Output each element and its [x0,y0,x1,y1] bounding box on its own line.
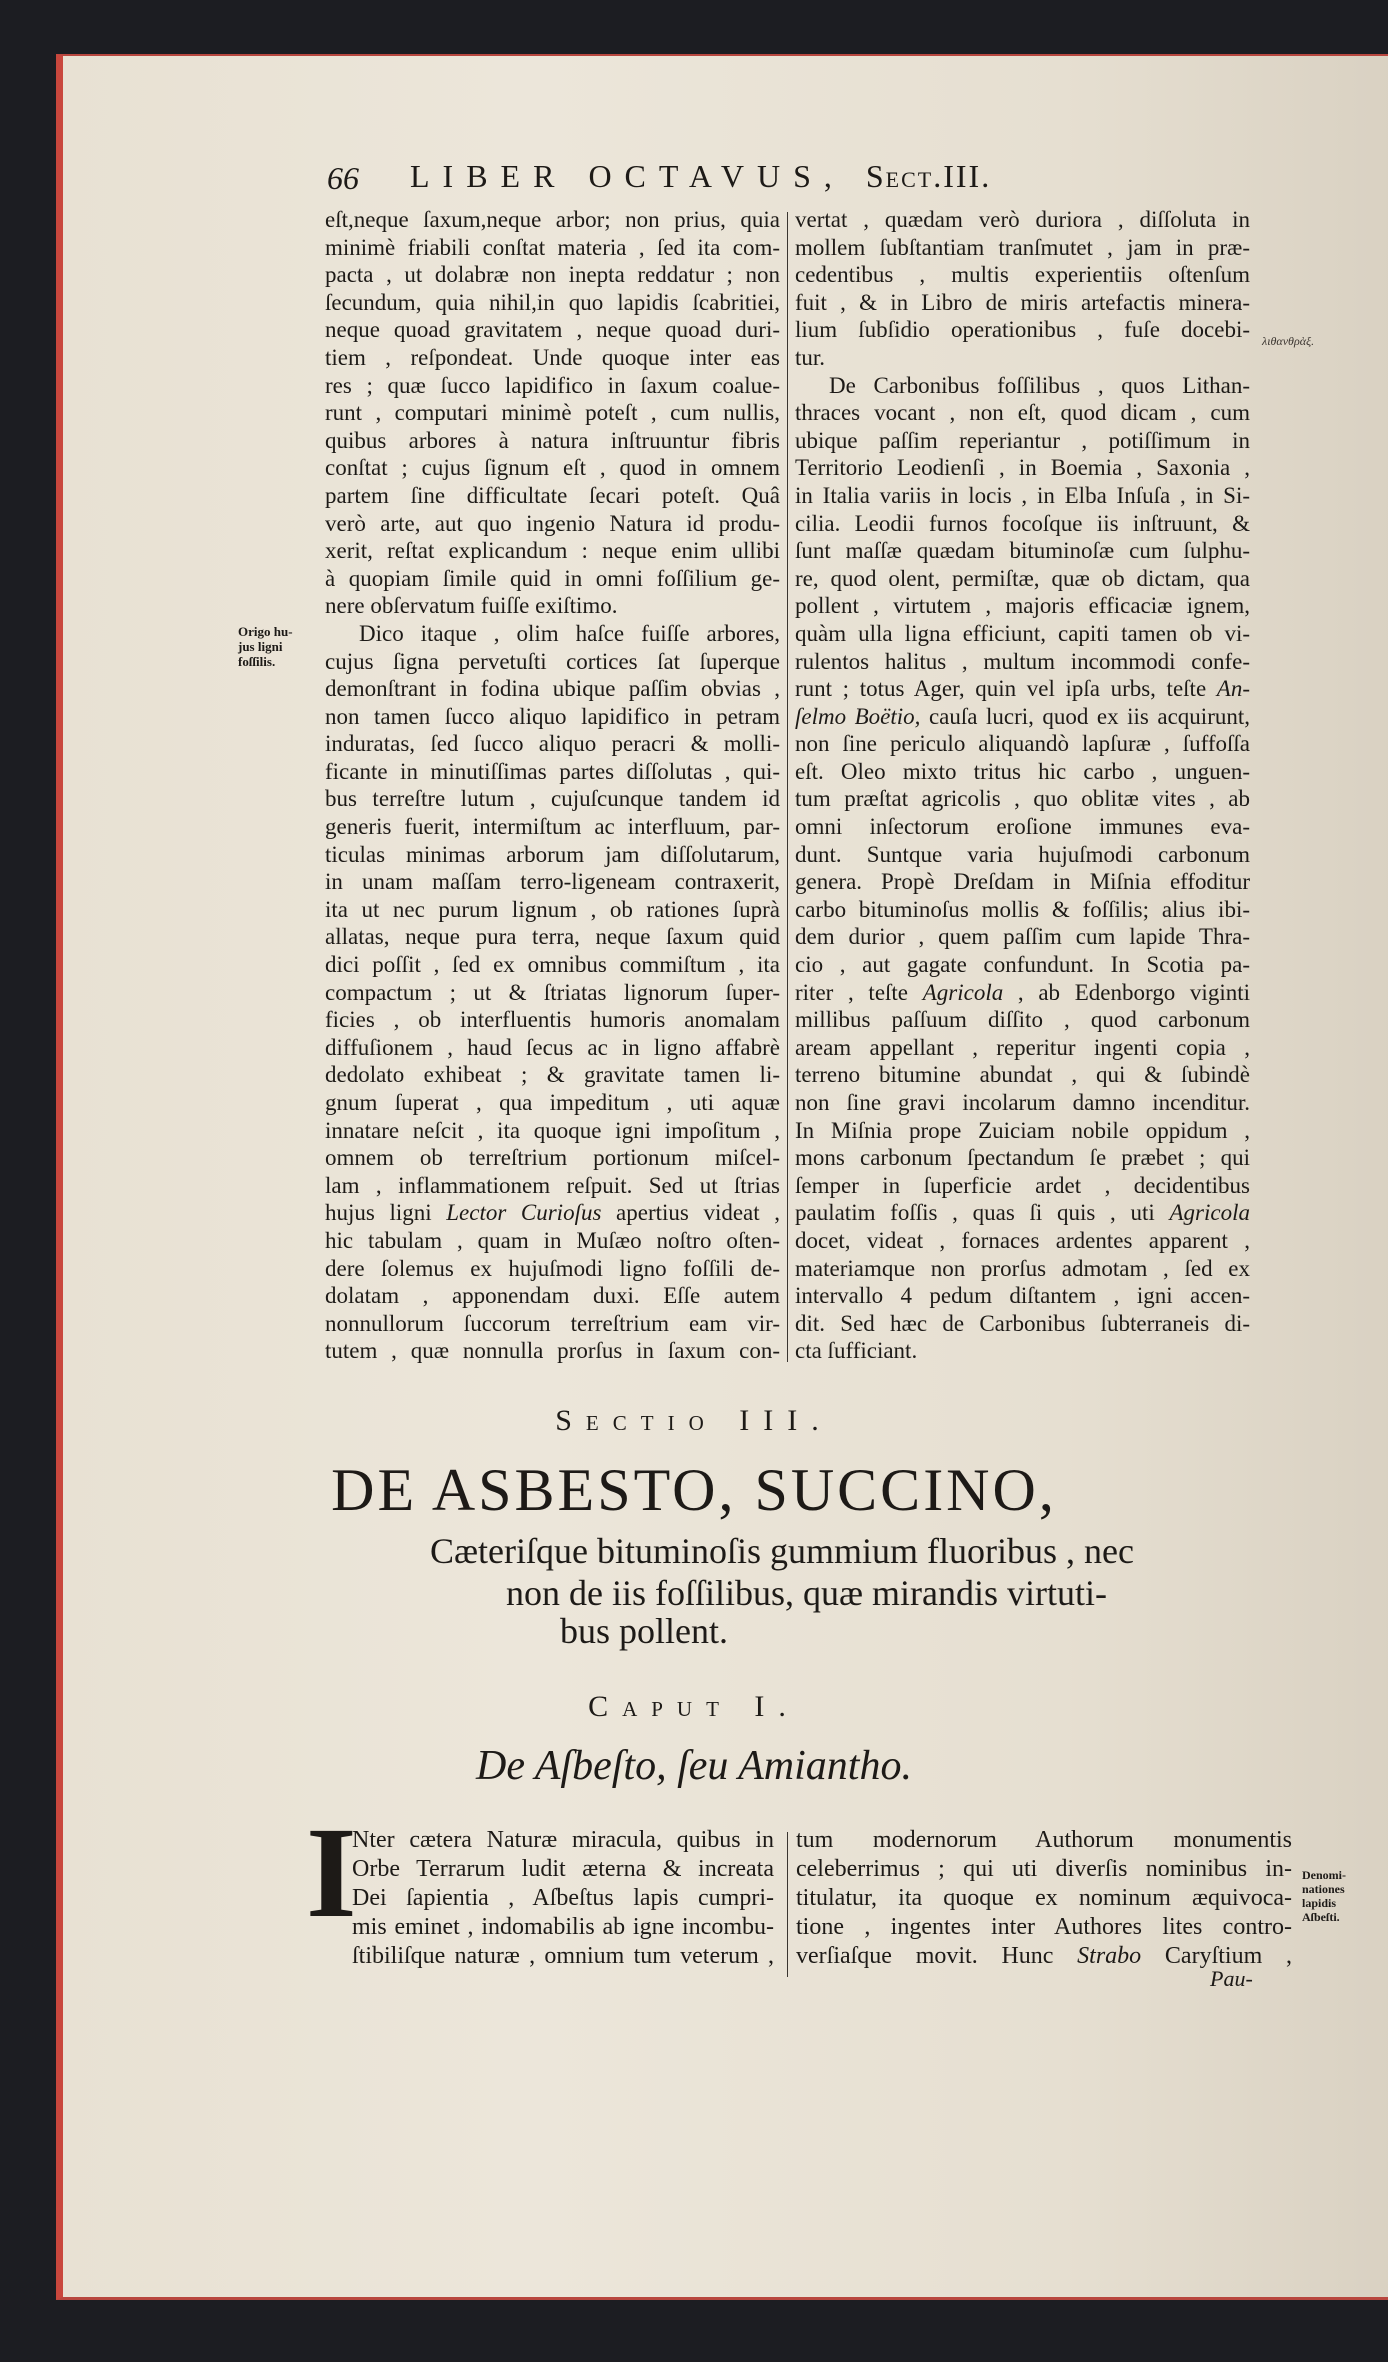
text-line [325,675,780,703]
note-line: lapidis [1302,1896,1337,1910]
text-line [795,1282,1250,1310]
text-span: cta ſufficiant. [795,1338,918,1364]
text-span: materiamque non prorſus admotam , ſed ex [795,1255,1250,1281]
text-line [796,1826,1292,1855]
text-span: neque quoad gravitatem , neque quoad duri- [325,317,780,343]
text-line [795,537,1250,565]
text-span: Dico itaque , olim haſce fuiſſe arbores, [359,620,780,646]
text-line [795,730,1250,758]
text-line [795,372,1250,400]
text-line [795,813,1250,841]
text-span: conſtat ; cujus ſignum eſt , quod in omnem [325,455,780,481]
text-line [795,785,1250,813]
text-span: celeberrimus ; qui uti diverſis nominibus in- [796,1856,1292,1882]
text-span: verſiaſque movit. Hunc [796,1943,1078,1969]
text-line [795,868,1250,896]
text-span: genera. Propè Dreſdam in Miſnia effoditur [795,869,1250,895]
text-span: lam , inflammationem reſpuit. Sed ut ſtrias [325,1172,780,1198]
text-line [796,1913,1292,1942]
text-span: non tamen ſucco aliquo lapidifico in petram [325,703,780,729]
text-line [352,1942,774,1971]
text-span: dit. Sed hæc de Carbonibus ſubterraneis di- [795,1310,1250,1336]
text-span: apertius videat , [601,1200,780,1226]
text-line [325,1310,780,1338]
text-line [795,703,1250,731]
section-subtitle-line: non de iis foſſilibus, quæ mirandis virtuti- [506,1573,1107,1613]
text-line [795,620,1250,648]
text-span: carbo bituminoſus mollis & foſſilis; alius ibi- [795,896,1250,922]
text-line [325,896,780,924]
text-span: ubique paſſim reperiantur , potiſſimum in [795,427,1250,453]
text-line [325,868,780,896]
text-line [795,675,1250,703]
text-line [795,1061,1250,1089]
text-span: ſunt maſſæ quædam bituminoſæ cum ſulphu- [795,538,1250,564]
text-span: allatas, neque pura terra, neque ſaxum quid [325,924,780,950]
text-line [325,648,780,676]
text-line [352,1884,774,1913]
text-line [325,316,780,344]
drop-cap: I [306,1801,357,1945]
italic-text: Strabo [1077,1943,1142,1969]
text-span: nonnullorum ſuccorum terreſtrium eam vir- [325,1310,780,1336]
text-line [325,344,780,372]
text-span: non ſine periculo aliquandò lapſuræ , ſuffoſſa [795,731,1250,757]
text-line [325,261,780,289]
text-line [325,923,780,951]
text-line [325,482,780,510]
text-line [325,1227,780,1255]
text-span: , ab Edenborgo viginti [1003,979,1250,1005]
text-span: eſt,neque ſaxum,neque arbor; non prius, quia [325,207,780,232]
text-span: mis eminet , indomabilis ab igne incombu- [352,1914,774,1940]
text-line [352,1855,774,1884]
text-span: minimè friabili conſtat materia , ſed ita com- [325,234,780,260]
page-number: 66 [327,160,359,196]
text-line [325,1144,780,1172]
text-line [352,1913,774,1942]
section-subtitle-line: Cæteriſque bituminoſis gummium fluoribus , nec [430,1531,1134,1571]
text-span: omnem ob terreſtrium portionum miſcel- [325,1145,780,1171]
text-span: ficante in minutiſſimas partes diſſolutas , qui- [325,758,780,784]
text-span: verò arte, aut quo ingenio Natura id produ- [325,510,780,536]
text-span: fuit , & in Libro de miris artefactis minera- [795,289,1250,315]
italic-text: An- [1216,676,1250,702]
text-span: ſecundum, quia nihil,in quo lapidis ſcabritiei, [325,289,780,315]
text-span: Dei ſapientia , Aſbeſtus lapis cumpri- [352,1885,774,1911]
text-line [795,841,1250,869]
text-span: pacta , ut dolabræ non inepta reddatur ; non [325,262,780,288]
text-line [795,923,1250,951]
text-span: In Miſnia prope Zuiciam nobile oppidum , [795,1117,1250,1143]
italic-text: Lector Curioſus [446,1200,602,1226]
margin-note-denominationes [1302,1868,1346,1924]
note-line: Aſbeſti. [1302,1910,1340,1924]
text-line [325,1089,780,1117]
text-span: titulatur, ita quoque ex nominum æquivoca- [796,1885,1292,1911]
text-span: lium ſubſidio operationibus , fuſe docebi- [795,317,1250,343]
text-span: cauſa lucri, quod ex iis acquirunt, [920,703,1251,729]
text-span: cilia. Leodii furnos focoſque iis inſtruunt, & [795,510,1250,536]
text-span: ticulas minimas arborum jam diſſolutarum, [325,841,780,867]
running-title-text: LIBER OCTAVUS, [410,158,845,194]
text-span: diffuſionem , haud ſecus ac in ligno affabrè [325,1034,780,1060]
text-line [325,785,780,813]
text-line [795,648,1250,676]
text-line [795,951,1250,979]
text-span: re, quod olent, permiſtæ, quæ ob dictam, qua [795,565,1250,591]
text-line [795,234,1250,262]
text-line [795,1034,1250,1062]
note-line: foſſilis. [238,654,276,669]
text-span: xerit, reſtat explicandum : neque enim ullibi [325,538,780,564]
text-span: cujus ſigna pervetuſti cortices ſat ſuperque [325,648,780,674]
text-line [795,1337,1250,1365]
chapter-left-column [352,1826,774,1971]
text-span: non ſine gravi incolarum damno incenditur. [795,1090,1250,1115]
text-span: mons carbonum ſpectandum ſe præbet ; qui [795,1145,1250,1171]
text-line [795,758,1250,786]
italic-text: Agricola [1169,1200,1250,1226]
text-line [795,1227,1250,1255]
text-line [325,813,780,841]
text-span: runt , computari minimè poteſt , cum nullis, [325,400,780,426]
text-line [795,510,1250,538]
text-span: runt ; totus Ager, quin vel ipſa urbs, teſte [795,676,1217,702]
text-line [325,1199,780,1227]
text-span: tum modernorum Authorum monumentis [796,1827,1292,1853]
left-column [325,206,780,1365]
text-line [795,206,1250,234]
text-span: dici poſſit , ſed ex omnibus commiſtum , ita [325,952,780,978]
text-span: tur. [795,344,826,370]
text-span: tiem , reſpondeat. Unde quoque inter eas [325,344,780,370]
text-span: dolatam , apponendam duxi. Eſſe autem [325,1283,780,1309]
text-span: intervallo 4 pedum diſtantem , igni accen- [795,1283,1250,1309]
text-line [795,399,1250,427]
text-line [325,372,780,400]
text-span: mollem ſubſtantiam tranſmutet , jam in præ- [795,234,1250,260]
text-line [325,758,780,786]
text-line [795,565,1250,593]
text-span: generis fuerit, intermiſtum ac interfluum, par- [325,814,780,840]
text-line [325,510,780,538]
text-span: induratas, ſed ſucco aliquo peracri & molli- [325,731,780,757]
text-span: à quopiam ſimile quid in omni foſſilium ge- [325,565,780,591]
text-line [352,1826,774,1855]
text-span: ficies , ob interfluentis humoris anomalam [325,1007,780,1033]
text-span: innatare neſcit , ita quoque igni impoſitum , [325,1117,780,1143]
text-line [325,1255,780,1283]
italic-text: ſelmo Boëtio, [795,703,921,729]
margin-note-origo [238,624,293,669]
text-line [795,1117,1250,1145]
note-line: Origo hu- [238,624,293,639]
text-line [325,730,780,758]
text-span: compactum ; ut & ſtriatas lignorum ſuper- [325,979,780,1005]
text-line [795,1089,1250,1117]
text-span: omni inſectorum eroſione immunes eva- [795,814,1250,840]
text-line [795,1172,1250,1200]
text-span: tione , ingentes inter Authores lites contro- [796,1914,1292,1940]
text-line [325,1117,780,1145]
text-span: aream appellant , reperitur ingenti copia , [795,1034,1250,1060]
chapter-label: Caput I. [588,1690,800,1723]
text-line [796,1884,1292,1913]
text-line [325,454,780,482]
text-span: nere obſervatum fuiſſe exiſtimo. [325,593,618,619]
text-span: Territorio Leodienſi , in Boemia , Saxonia , [795,455,1250,481]
text-span: Orbe Terrarum ludit æterna & increata [352,1856,774,1882]
text-span: dunt. Suntque varia hujuſmodi carbonum [795,841,1250,867]
text-line [795,454,1250,482]
text-span: eſt. Oleo mixto tritus hic carbo , unguen- [795,758,1250,784]
text-span: tum præſtat agricolis , quo oblitæ vites , ab [795,786,1250,812]
text-span: Nter cætera Naturæ miracula, quibus in [352,1827,774,1853]
text-span: partem ſine difficultate ſecari poteſt. Quâ [325,482,780,508]
text-span: gnum ſuperat , qua impeditum , uti aquæ [325,1090,780,1115]
text-span: paulatim foſſis , quas ſi quis , uti [795,1200,1170,1226]
text-line [795,1144,1250,1172]
text-line [795,592,1250,620]
text-line [795,1006,1250,1034]
text-span: demonſtrant in fodina ubique paſſim obvias , [325,676,780,702]
text-line [325,592,780,620]
text-span: cio , aut gagate confundunt. In Scotia pa- [795,952,1250,978]
text-line [325,289,780,317]
text-line [325,703,780,731]
text-span: thraces vocant , non eſt, quod dicam , cum [795,400,1250,426]
text-line [325,841,780,869]
text-line [325,979,780,1007]
text-span: terreno bitumine abundat , qui & ſubindè [795,1062,1250,1088]
text-span: ſemper in ſuperficie ardet , decidentibus [795,1172,1250,1198]
column-divider [787,1832,788,1977]
text-line [325,1337,780,1365]
note-line: Denomi- [1302,1868,1346,1882]
text-line [795,289,1250,317]
text-span: De Carbonibus foſſilibus , quos Lithan- [829,372,1250,398]
text-span: in unam maſſam terro-ligeneam contraxerit, [325,869,780,895]
text-span: riter , teſte [795,979,923,1005]
text-line [795,1199,1250,1227]
text-span: tutem , quæ nonnulla prorſus in ſaxum con- [325,1338,780,1364]
text-span: dere ſolemus ex hujuſmodi ligno foſſili de- [325,1255,780,1281]
catchword: Pau- [1210,1966,1253,1991]
text-line [795,482,1250,510]
text-line [795,427,1250,455]
text-line [325,565,780,593]
section-label: Sectio III. [555,1404,833,1437]
text-line [795,1255,1250,1283]
text-line [325,1282,780,1310]
text-span: in Italia variis in locis , in Elba Inſuſa , in Si- [795,482,1250,508]
text-span: hujus ligni [325,1200,447,1226]
text-span: ita ut nec purum lignum , ob rationes ſuprà [325,896,780,922]
text-line [325,1061,780,1089]
text-line [795,896,1250,924]
text-line [325,234,780,262]
text-line [795,979,1250,1007]
text-line [795,316,1250,344]
text-line [325,537,780,565]
section-title: DE ASBESTO, SUCCINO, [331,1457,1057,1523]
text-line [325,951,780,979]
running-section: Sect.III. [865,158,992,194]
text-line [325,1172,780,1200]
column-divider [787,212,788,1362]
chapter-title: De Aſbeſto, ſeu Amiantho. [476,1743,912,1789]
text-line [795,261,1250,289]
text-line [795,1310,1250,1338]
text-span: ſtibiliſque naturæ , omnium tum veterum , [352,1943,774,1969]
handwritten-greek-annotation: λιθανθρὰξ. [1262,334,1315,348]
text-line [325,1034,780,1062]
section-subtitle-line: bus pollent. [560,1611,728,1651]
text-span: dem durior , quem paſſim cum lapide Thra- [795,924,1250,950]
text-span: quàm ulla ligna efficiunt, capiti tamen ob vi- [795,620,1250,646]
text-span: bus terreſtre lutum , cujuſcunque tandem id [325,786,780,812]
note-line: nationes [1302,1882,1345,1896]
running-title [410,158,991,195]
text-span: quibus arbores à natura inſtruuntur fibris [325,427,780,453]
text-line [325,206,780,234]
text-line [325,620,780,648]
text-span: pollent , virtutem , majoris efficaciæ ignem, [795,593,1250,619]
text-line [796,1855,1292,1884]
text-line [325,399,780,427]
text-span: millibus paſſuum diſſito , quod carbonum [795,1007,1250,1033]
text-line [325,1006,780,1034]
text-span: cedentibus , multis experientiis oſtenſum [795,262,1250,288]
right-column [795,206,1250,1365]
text-span: res ; quæ ſucco lapidifico in ſaxum coalue- [325,372,780,398]
chapter-right-column [796,1826,1292,1971]
text-span: rulentos halitus , multum incommodi confe- [795,648,1250,674]
text-span: vertat , quædam verò duriora , diſſoluta in [795,207,1250,232]
text-span: docet, videat , fornaces ardentes apparent , [795,1227,1250,1253]
italic-text: Agricola [922,979,1004,1005]
text-span: dedolato exhibeat ; & gravitate tamen li- [325,1062,780,1088]
text-line [325,427,780,455]
text-line [795,344,1250,372]
text-span: hic tabulam , quam in Muſæo noſtro oſten- [325,1227,780,1253]
note-line: jus ligni [238,639,283,654]
text-span: Caryſtium , [1141,1943,1292,1969]
